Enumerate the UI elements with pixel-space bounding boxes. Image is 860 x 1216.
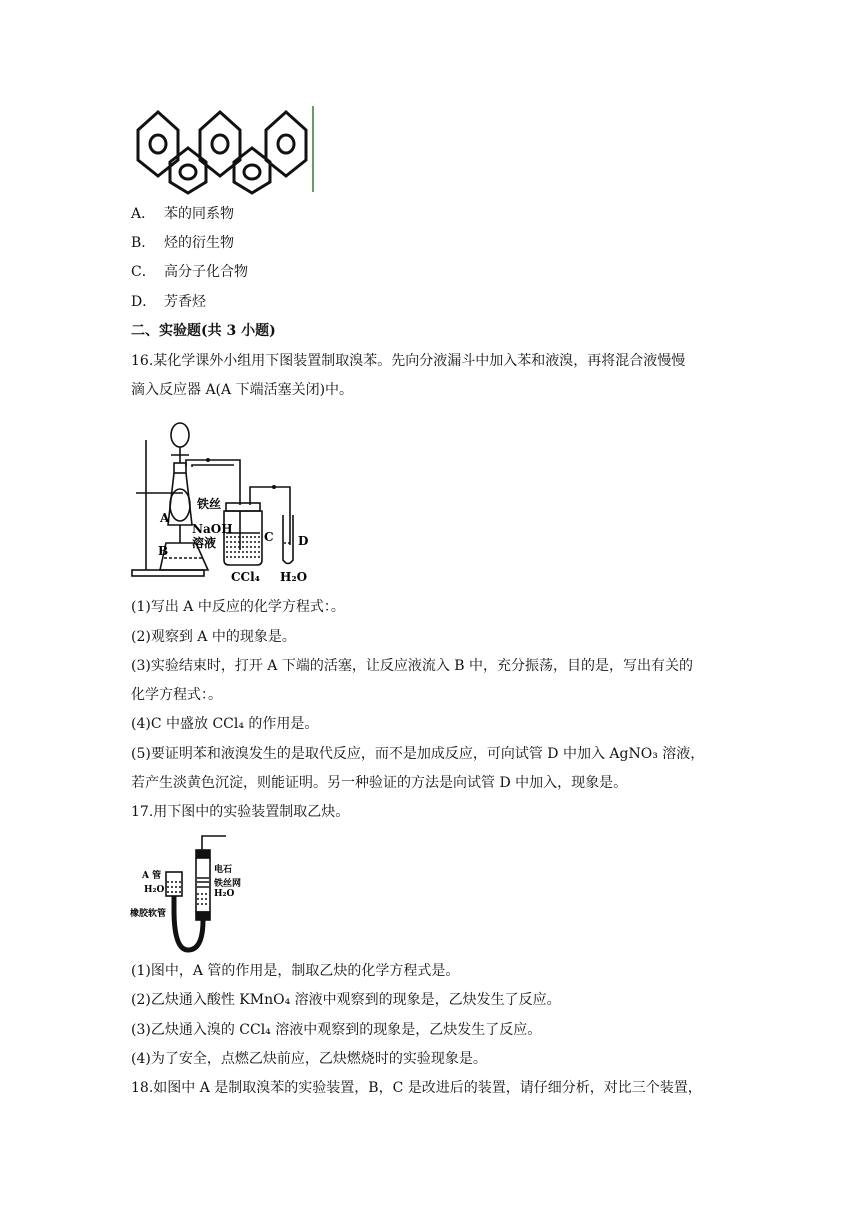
label-solution: 溶液: [192, 536, 217, 550]
option-text: 烃的衍生物: [164, 235, 234, 251]
label-a: A: [160, 511, 170, 525]
option-letter: A．: [131, 206, 156, 222]
q17-sub-1: (1)图中，A 管的作用是，制取乙炔的化学方程式是。: [131, 963, 460, 979]
option-text: 苯的同系物: [164, 206, 234, 222]
option-letter: D．: [131, 294, 157, 310]
label-carbide: 电石: [214, 865, 233, 875]
label-water-left: H₂O: [144, 885, 165, 895]
option-a: [131, 204, 234, 224]
option-letter: B．: [131, 235, 156, 251]
molecule-figure: [128, 100, 323, 195]
label-iron-wire: 铁丝: [197, 497, 222, 511]
label-rubber-hose: 橡胶软管: [130, 909, 167, 919]
q16-sub-3: (3)实验结束时，打开 A 下端的活塞，让反应液流入 B 中，充分振荡，目的是，写出有关的: [131, 658, 694, 674]
q18-stem: 18.如图中 A 是制取溴苯的实验装置，B，C 是改进后的装置，请仔细分析，对比三个装置，: [131, 1080, 702, 1096]
q16-sub-3-cont: 化学方程式：。: [131, 687, 222, 703]
q16-sub-1: (1)写出 A 中反应的化学方程式：。: [131, 599, 345, 615]
option-b: [131, 233, 234, 253]
label-b: B: [158, 544, 169, 558]
option-text: 高分子化合物: [164, 264, 248, 280]
label-iron-mesh: 铁丝网: [214, 879, 242, 889]
q17-stem: 17.用下图中的实验装置制取乙炔。: [131, 804, 350, 820]
label-water-right: H₂O: [214, 889, 235, 899]
q16-sub-2: (2)观察到 A 中的现象是。: [131, 629, 296, 645]
label-c: C: [264, 530, 274, 544]
q17-sub-3: (3)乙炔通入溴的 CCl₄ 溶液中观察到的现象是，乙炔发生了反应。: [131, 1022, 542, 1038]
q16-sub-5: (5)要证明苯和液溴发生的是取代反应，而不是加成反应，可向试管 D 中加入 AgNO₃ 溶液，: [131, 746, 705, 762]
q16-sub-4: (4)C 中盛放 CCl₄ 的作用是。: [131, 716, 319, 732]
label-naoh: NaOH: [192, 522, 233, 536]
label-ccl4: CCl₄: [231, 570, 260, 584]
bromobenzene-apparatus-figure: [128, 415, 318, 587]
label-a-tube: A 管: [142, 871, 162, 881]
label-h2o: H₂O: [280, 570, 308, 584]
option-text: 芳香烃: [164, 294, 206, 310]
section-heading: 二、实验题(共 3 小题): [131, 323, 276, 339]
q17-sub-2: (2)乙炔通入酸性 KMnO₄ 溶液中观察到的现象是，乙炔发生了反应。: [131, 992, 561, 1008]
q16-stem-line1: 16.某化学课外小组用下图装置制取溴苯。先向分液漏斗中加入苯和液溴，再将混合液慢慢: [131, 353, 686, 369]
option-d: [131, 292, 206, 312]
acetylene-apparatus-figure: [130, 832, 250, 957]
option-letter: C．: [131, 264, 156, 280]
q17-sub-4: (4)为了安全，点燃乙炔前应，乙炔燃烧时的实验现象是。: [131, 1051, 487, 1067]
label-d: D: [298, 534, 309, 548]
option-c: [131, 262, 248, 282]
q16-stem-line2: 滴入反应器 A(A 下端活塞关闭)中。: [131, 382, 354, 398]
q16-sub-5-cont: 若产生淡黄色沉淀，则能证明。另一种验证的方法是向试管 D 中加入，现象是。: [131, 775, 628, 791]
